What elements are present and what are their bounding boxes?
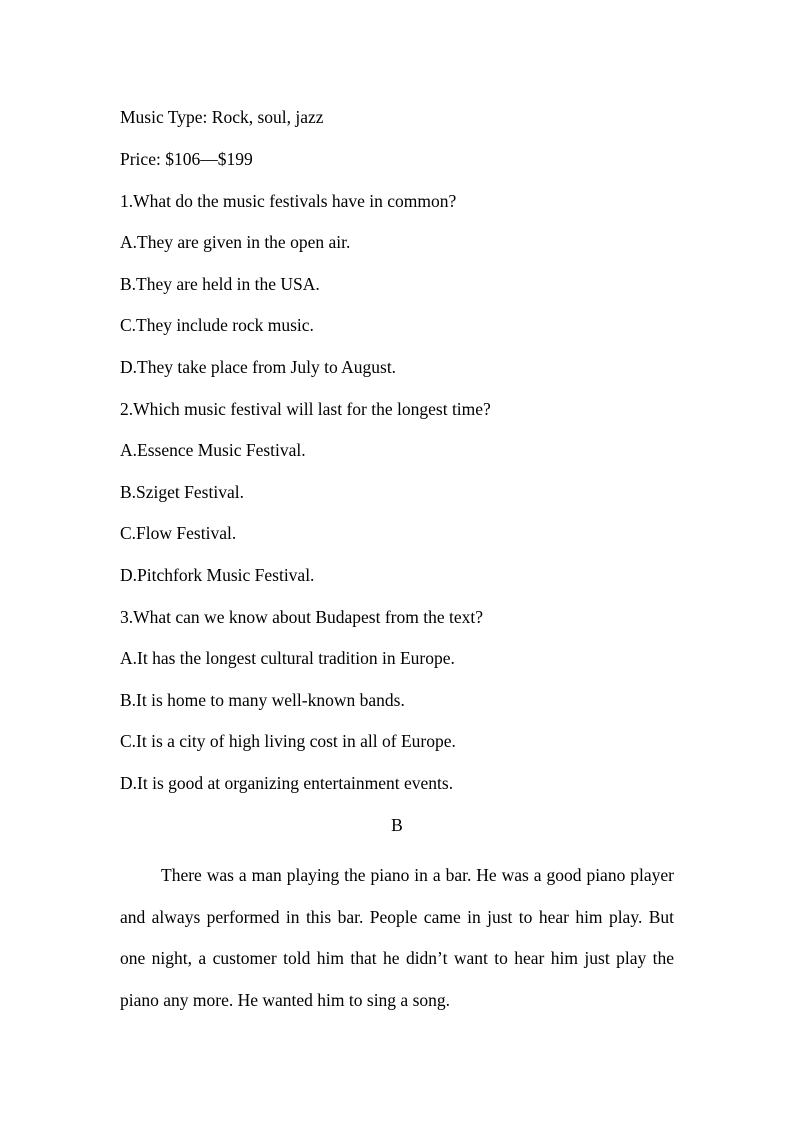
price-line: Price: $106—$199: [120, 149, 253, 169]
section-b-passage: There was a man playing the piano in a bar. He was a good piano player and always performed in this bar. People came in just to hear him play. But one night, a customer told him that he didn’t want to hear him just play the piano any more. He wanted him to sing a song.: [120, 865, 674, 1011]
section-b-heading: B: [391, 815, 403, 835]
question-2-option-b: B.Sziget Festival.: [120, 482, 244, 502]
question-2-option-c: C.Flow Festival.: [120, 523, 237, 543]
question-3-option-b: B.It is home to many well-known bands.: [120, 690, 405, 710]
question-2-stem: 2.Which music festival will last for the longest time?: [120, 399, 491, 419]
question-1-option-b: B.They are held in the USA.: [120, 274, 320, 294]
music-type-line: Music Type: Rock, soul, jazz: [120, 107, 324, 127]
question-1-stem: 1.What do the music festivals have in common?: [120, 191, 457, 211]
question-2-option-d: D.Pitchfork Music Festival.: [120, 565, 315, 585]
question-3-option-d: D.It is good at organizing entertainment events.: [120, 773, 454, 793]
question-2-option-a: A.Essence Music Festival.: [120, 440, 306, 460]
question-1-option-a: A.They are given in the open air.: [120, 232, 351, 252]
question-3-option-a: A.It has the longest cultural tradition in Europe.: [120, 648, 455, 668]
question-3-option-c: C.It is a city of high living cost in all of Europe.: [120, 731, 456, 751]
question-1-option-c: C.They include rock music.: [120, 315, 314, 335]
question-1-option-d: D.They take place from July to August.: [120, 357, 397, 377]
question-3-stem: 3.What can we know about Budapest from the text?: [120, 607, 484, 627]
